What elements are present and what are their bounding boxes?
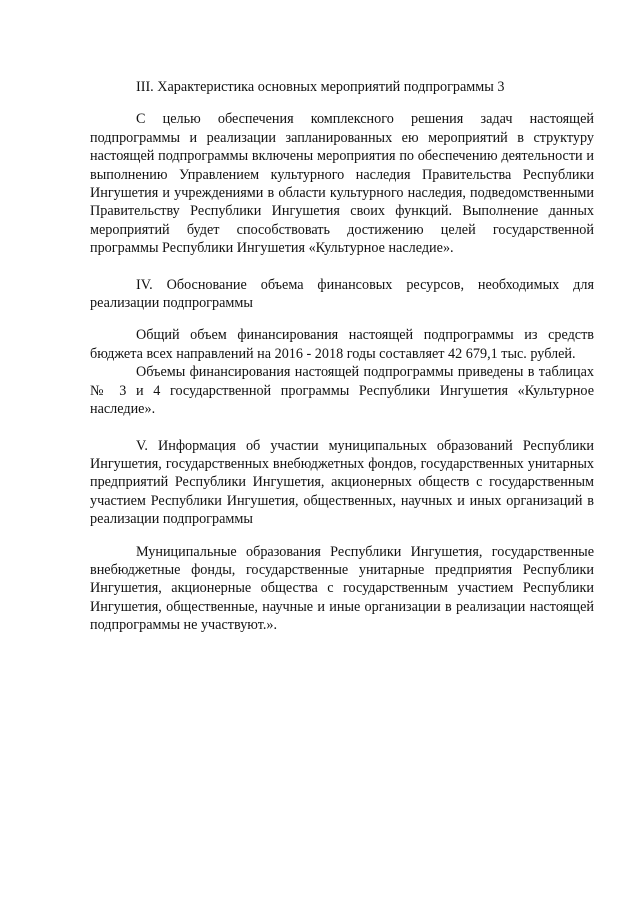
section-4-heading: IV. Обоснование объема финансовых ресурсов, необходимых для реализации подпрограммы	[90, 276, 594, 312]
section-3-heading: III. Характеристика основных мероприятий подпрограммы 3	[136, 79, 505, 95]
section-4-paragraph-1: Общий объем финансирования настоящей подпрограммы из средств бюджета всех направлений на 2016 - 2018 годы составляет 42 679,1 тыс. рублей.	[90, 327, 594, 362]
section-3-paragraph: С целью обеспечения комплексного решения задач настоящей подпрограммы и реализации запланированных ею мероприятий в структуру настоящей подпрограммы включены мероприятия по обеспечению деятельности и выполнению Управлением культурного наследия Правительства Республики Ингушетия и учреждениями в области культурного наследия, подведомственными Правительству Республики Ингушетия своих функций. Выполнение данных мероприятий будет способствовать достижению целей государственной программы Республики Ингушетия «Культурное наследие».	[90, 111, 594, 257]
section-5-paragraph: Муниципальные образования Республики Ингушетия, государственные внебюджетные фонды, государственные унитарные предприятия Республики Ингушетия, акционерные общества с государственным участием Республики Ингушетия, общественные, научные и иные организации в реализации настоящей подпрограммы не участвуют.».	[90, 543, 594, 634]
section-5-heading: V. Информация об участии муниципальных образований Республики Ингушетия, государственных внебюджетных фондов, государственных унитарных предприятий Республики Ингушетия, акционерных обществ с государственным участием Республики Ингушетия, общественных, научных и иных организаций в реализации подпрограммы	[90, 437, 594, 528]
document-page	[90, 78, 594, 635]
section-4-paragraph-2: Объемы финансирования настоящей подпрограммы приведены в таблицах № 3 и 4 государственной программы Республики Ингушетия «Культурное наследие».	[90, 364, 594, 418]
